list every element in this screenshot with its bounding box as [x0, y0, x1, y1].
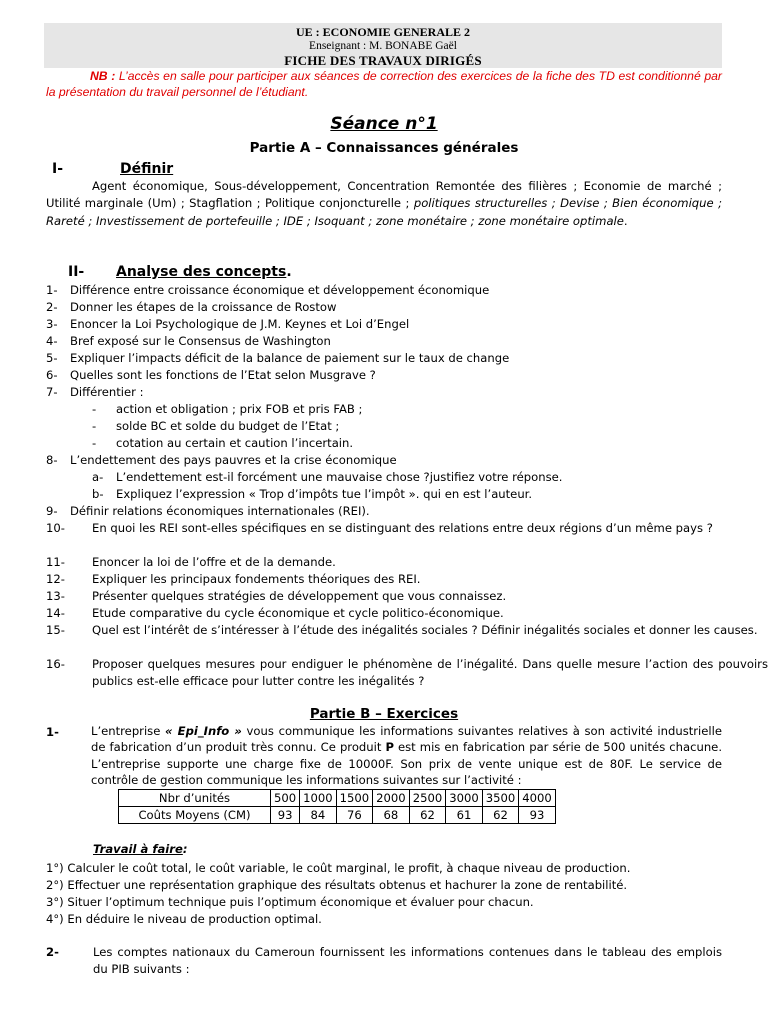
notice: [46, 68, 722, 100]
list-item: 16- Proposer quelques mesures pour endiguer le phénomène de l’inégalité. Dans quelle mesure l’action des pouvoirs publics est-elle efficace pour lutter contre les inégalités ?: [46, 657, 768, 688]
sheet-title: FICHE DES TRAVAUX DIRIGÉS: [284, 53, 482, 68]
table-row: [119, 790, 556, 807]
table-cell: 84: [300, 807, 337, 824]
question-item: 1°) Calculer le coût total, le coût variable, le coût marginal, le profit, à chaque niveau de production.: [46, 861, 631, 875]
notice-label: NB :: [90, 69, 116, 83]
exercise-1-text: L’entreprise « Epi_Info » vous communique les informations suivantes relatives à son activité industrielle de fabrication d’un produit très connu. Ce produit P est mis en fabrication par série de 500 unités chacune. L’entreprise supporte une charge fixe de 10000F. Son prix de vente unique est de 80F. Le service de contrôle de gestion communique les informations suivantes sur l’activité :: [91, 724, 723, 787]
table-cell: 62: [482, 807, 519, 824]
list-item: 2- Donner les étapes de la croissance de Rostow: [46, 300, 337, 314]
table-cell: 1000: [300, 790, 337, 807]
list-item: 15- Quel est l’intérêt de s’intéresser à l’étude des inégalités sociales ? Définir inégalités sociales et donner les causes.: [46, 623, 758, 637]
table-cell: 61: [446, 807, 483, 824]
list-item: 4- Bref exposé sur le Consensus de Washington: [46, 334, 331, 348]
definitions-list: Agent économique, Sous-développement, Concentration Remontée des filières ; Economie de marché ; Utilité marginale (Um) ; Stagflation ; Politique conjoncturelle ; politiques structurelles ; Devise ; Bien économique ; Rareté ; Investissement de portefeuille ; IDE ; Isoquant ; zone monétaire ; zone monétaire optimale.: [46, 179, 722, 228]
header-box: [44, 23, 722, 68]
exercise-2-number: 2-: [46, 945, 59, 959]
sub-list-item: - cotation au certain et caution l’incertain.: [92, 436, 354, 450]
work-label: Travail à faire:: [93, 842, 188, 856]
list-item: 12- Expliquer les principaux fondements théoriques des REI.: [46, 572, 421, 586]
question-item: 4°) En déduire le niveau de production optimal.: [46, 912, 322, 926]
table-cell: 3500: [482, 790, 519, 807]
section-2-title: Analyse des concepts.: [116, 264, 292, 280]
sub-list-item: - solde BC et solde du budget de l’Etat ;: [92, 419, 340, 433]
sub-list-item: a- L’endettement est-il forcément une mauvaise chose ?justifiez votre réponse.: [92, 470, 563, 484]
table-cell: 93: [519, 807, 556, 824]
list-item: 3- Enoncer la Loi Psychologique de J.M. Keynes et Loi d’Engel: [46, 317, 410, 331]
notice-text: L’accès en salle pour participer aux séances de correction des exercices de la fiche des TD est conditionné par la présentation du travail personnel de l’étudiant.: [46, 69, 722, 99]
section-2-number: II-: [68, 264, 85, 280]
table-cell: 68: [373, 807, 410, 824]
table-cell: 2500: [409, 790, 446, 807]
cost-table: [118, 789, 556, 824]
list-item: 10- En quoi les REI sont-elles spécifiques en se distinguant des relations entre deux régions d’un même pays ?: [46, 521, 713, 535]
table-row: [119, 807, 556, 824]
list-item: 7- Différentier :: [46, 385, 144, 399]
list-item: 5- Expliquer l’impacts déficit de la balance de paiement sur le taux de change: [46, 351, 510, 365]
list-item: 14- Etude comparative du cycle économique et cycle politico-économique.: [46, 606, 504, 620]
sub-list-item: - action et obligation ; prix FOB et pris FAB ;: [92, 402, 363, 416]
exercise-2-text: Les comptes nationaux du Cameroun fournissent les informations contenues dans le tableau des emplois du PIB suivants :: [93, 945, 722, 976]
table-cell: 93: [271, 807, 300, 824]
table-cell: 1500: [336, 790, 373, 807]
sub-list-item: b- Expliquez l’expression « Trop d’impôts tue l’impôt ». qui en est l’auteur.: [92, 487, 533, 501]
list-item: 1- Différence entre croissance économique et développement économique: [46, 283, 490, 297]
session-title: Séance n°1: [330, 114, 438, 134]
table-cell: 62: [409, 807, 446, 824]
table-cell: Nbr d’unités: [119, 790, 271, 807]
table-cell: 3000: [446, 790, 483, 807]
question-item: 3°) Situer l’optimum technique puis l’optimum économique et évaluer pour chacun.: [46, 895, 534, 909]
table-cell: Coûts Moyens (CM): [119, 807, 271, 824]
list-item: 8- L’endettement des pays pauvres et la crise économique: [46, 453, 397, 467]
part-b-title: Partie B – Exercices: [309, 706, 459, 722]
table-cell: 2000: [373, 790, 410, 807]
table-cell: 76: [336, 807, 373, 824]
section-1-title: Définir: [120, 161, 174, 177]
list-item: 13- Présenter quelques stratégies de développement que vous connaissez.: [46, 589, 507, 603]
table-cell: 4000: [519, 790, 556, 807]
course-title: UE : ECONOMIE GENERALE 2: [295, 25, 471, 39]
section-1-number: I-: [52, 161, 64, 177]
list-item: 6- Quelles sont les fonctions de l’Etat selon Musgrave ?: [46, 368, 376, 382]
list-item: 11- Enoncer la loi de l’offre et de la demande.: [46, 555, 336, 569]
exercise-1-number: 1-: [46, 725, 59, 739]
teacher-name: Enseignant : M. BONABE Gaël: [309, 40, 457, 52]
part-a-title: Partie A – Connaissances générales: [249, 140, 519, 156]
list-item: 9- Définir relations économiques internationales (REI).: [46, 504, 370, 518]
table-cell: 500: [271, 790, 300, 807]
question-item: 2°) Effectuer une représentation graphique des résultats obtenus et hachurer la zone de rentabilité.: [46, 878, 628, 892]
